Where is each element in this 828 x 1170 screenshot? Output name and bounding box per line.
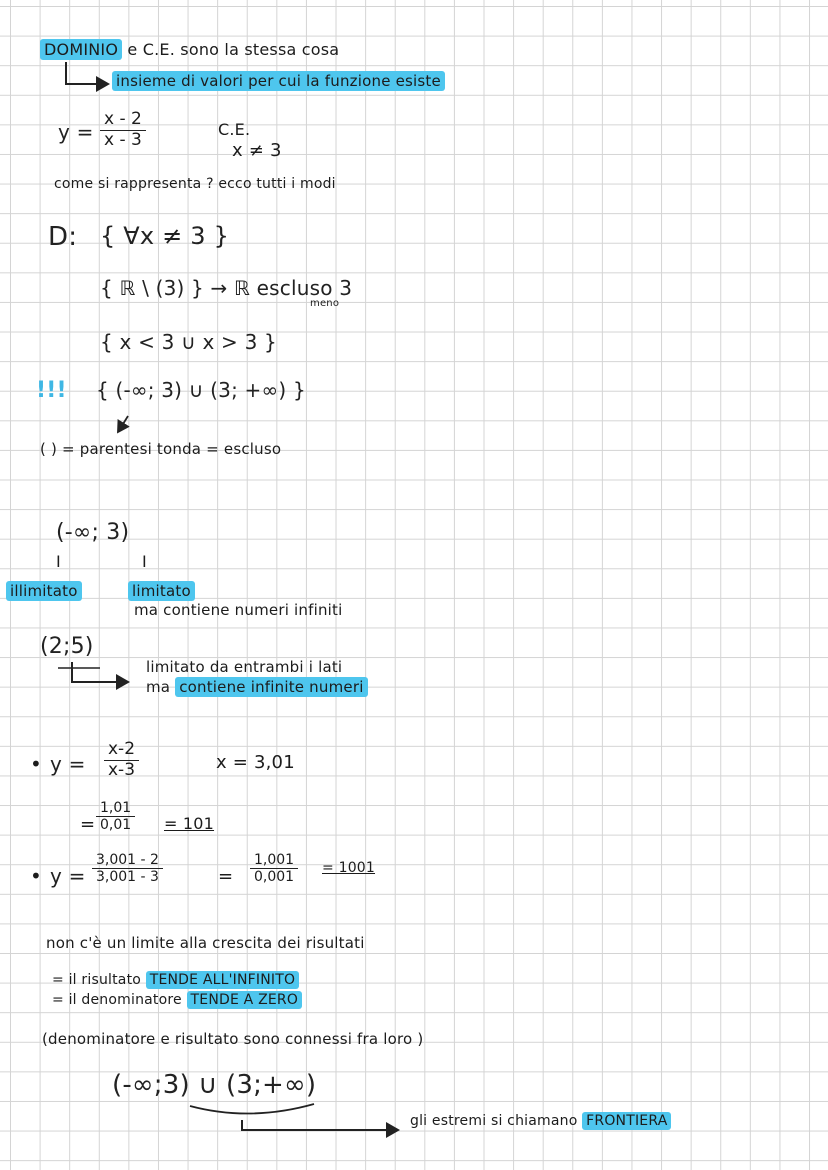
domain-form2: { ℝ \ (3) } → ℝ escluso 3 (100, 276, 353, 300)
domain-form3: { x < 3 ∪ x > 3 } (100, 330, 277, 354)
example1-fraction2: $\frac{1,01}{0,01}$ (96, 800, 135, 833)
final-note: gli estremi si chiamano FRONTIERA (410, 1113, 671, 1129)
domain-form1: { ∀x ≠ 3 } (100, 222, 230, 250)
example2-y: y = (50, 864, 86, 888)
formula1-num: x - 2 (100, 110, 146, 131)
domain-label: D: (48, 222, 78, 252)
example1-y: y = (50, 752, 86, 776)
interval1-left-mark: I (56, 552, 61, 571)
example1-fraction: $\frac{x-2}{x-3}$ (104, 740, 139, 780)
paren-arrow (118, 416, 128, 432)
interval2-line1: limitato da entrambi i lati (146, 658, 343, 676)
example2-fraction2: $\frac{1,001}{0,001}$ (250, 852, 298, 885)
final-bracket (190, 1104, 314, 1114)
growth-text: non c'è un limite alla crescita dei risultati (46, 934, 365, 952)
interval1-right-mark: I (142, 552, 147, 571)
domain-form4: { (-∞; 3) ∪ (3; +∞) } (96, 378, 306, 402)
tends-infinity: = il risultato TENDE ALL'INFINITO (52, 972, 299, 988)
connected-text: (denominatore e risultato sono connessi fra loro ) (42, 1030, 424, 1048)
domain-form2-note: meno (310, 298, 340, 309)
example1-bullet: • (30, 752, 42, 776)
limitato: limitato (128, 582, 195, 600)
final-expr: (-∞;3) ∪ (3;+∞) (112, 1070, 317, 1100)
interval1-expr: (-∞; 3) (56, 520, 130, 545)
example2-fraction: $\frac{3,001 - 2}{3,001 - 3}$ (92, 852, 163, 885)
limitato-desc: ma contiene numeri infiniti (134, 601, 343, 619)
ce-value: x ≠ 3 (232, 140, 282, 161)
warning-marks: !!! (36, 378, 67, 403)
example2-eq: = (218, 866, 234, 887)
example2-bullet: • (30, 864, 42, 888)
example2-result: = 1001 (322, 860, 376, 876)
tends-zero: = il denominatore TENDE A ZERO (52, 992, 302, 1008)
heading-arrow (66, 62, 108, 84)
paren-note: ( ) = parentesi tonda = escluso (40, 440, 282, 458)
ce-label: C.E. (218, 120, 251, 139)
interval2-expr: (2;5) (40, 634, 94, 659)
example1-result: = 101 (164, 814, 215, 833)
definition: insieme di valori per cui la funzione esiste (112, 72, 445, 90)
example1-x-value: x = 3,01 (216, 752, 295, 773)
interval2-arrow (72, 662, 128, 682)
example1-eq: = (80, 814, 96, 835)
illimitato: illimitato (6, 582, 82, 600)
formula1-den: x - 3 (104, 129, 142, 150)
heading-dominio: DOMINIO (40, 39, 122, 60)
interval2-line2: ma contiene infinite numeri (146, 678, 368, 696)
heading-rest: e C.E. sono la stessa cosa (127, 40, 340, 59)
final-arrow (242, 1120, 398, 1130)
intro-text: come si rappresenta ? ecco tutti i modi (54, 176, 336, 192)
formula1-y: y = (58, 120, 94, 144)
